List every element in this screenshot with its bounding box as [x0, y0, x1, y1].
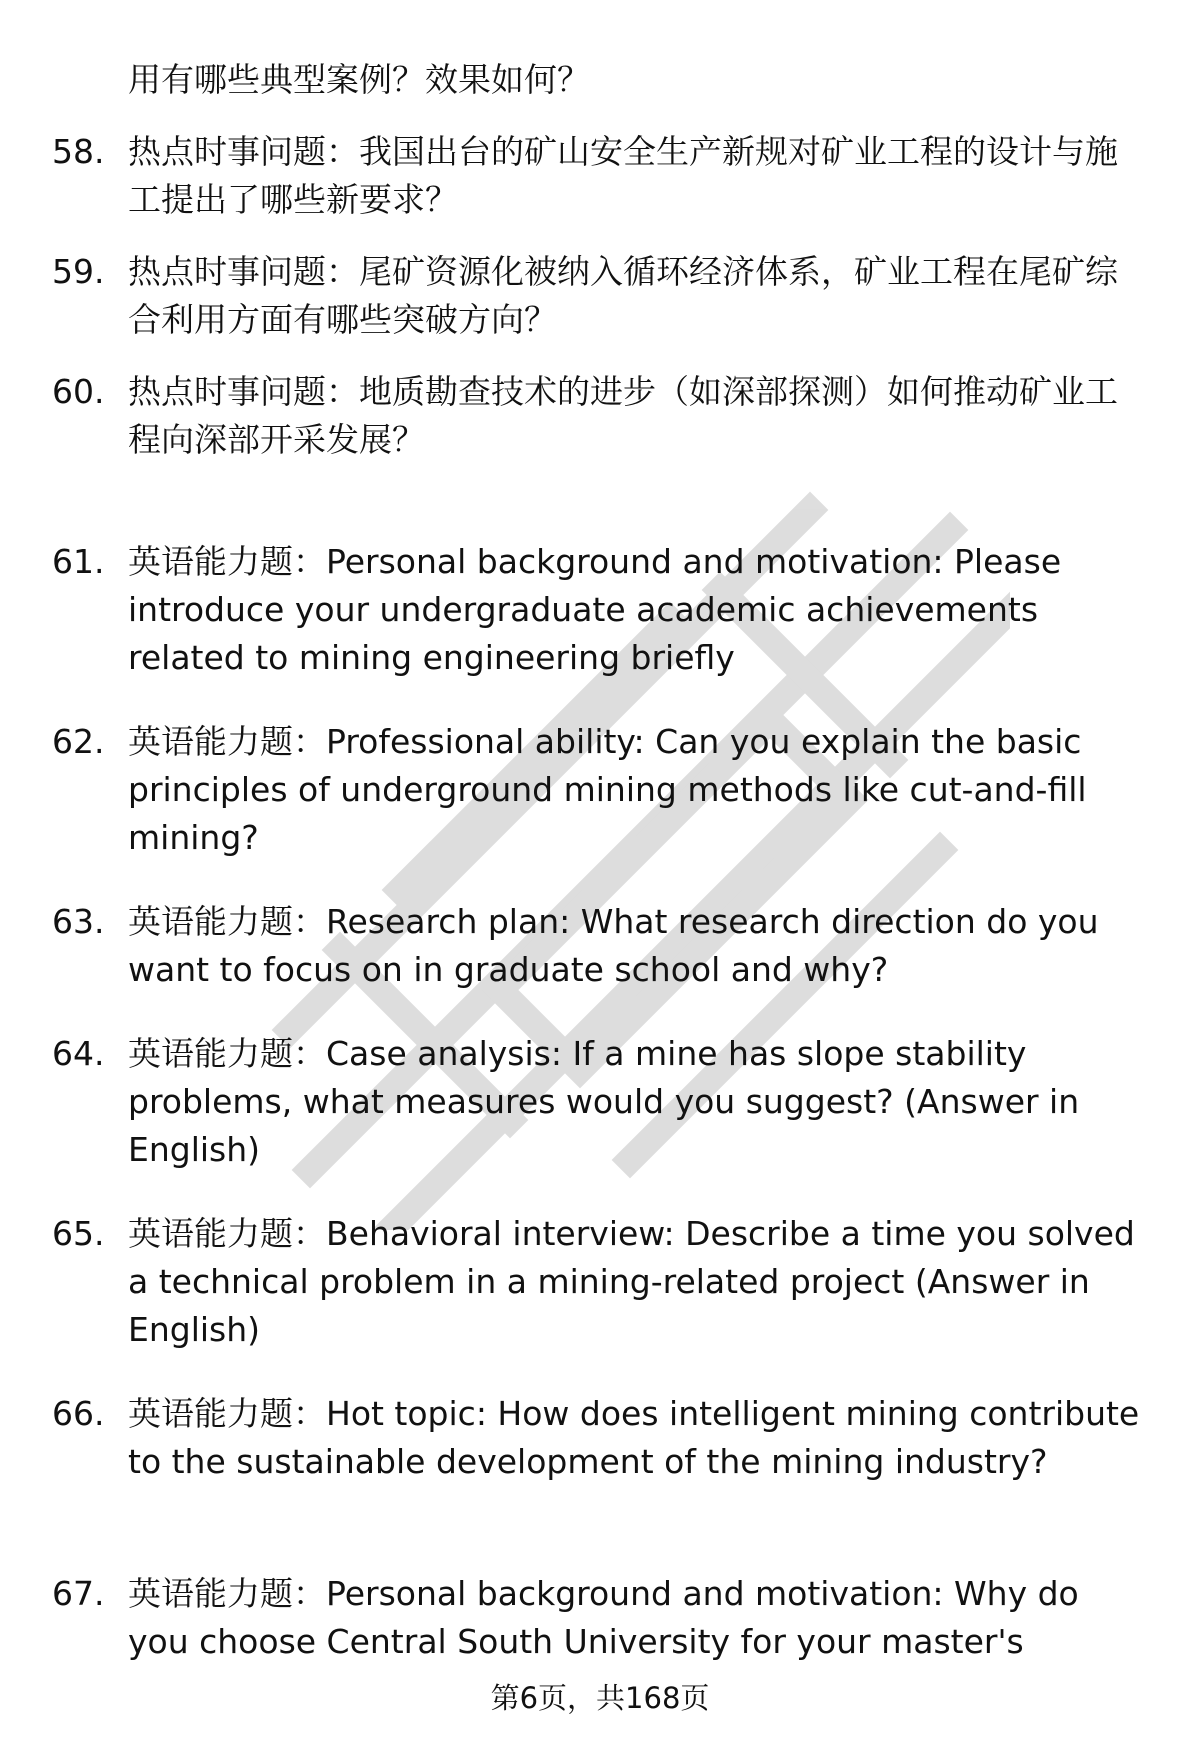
item-text: 热点时事问题：地质勘查技术的进步（如深部探测）如何推动矿业工程向深部开采发展？ [128, 372, 1118, 459]
item-text: 英语能力题：Personal background and motivation: Please introduce your undergraduate academic achievements related to mining engineering briefly [128, 542, 1062, 677]
item-text: 热点时事问题：我国出台的矿山安全生产新规对矿业工程的设计与施工提出了哪些新要求？ [128, 132, 1118, 219]
item-text: 英语能力题：Research plan: What research direction do you want to focus on in graduate school and why? [128, 902, 1099, 989]
item-number: 67. [52, 1574, 105, 1613]
item-number: 62. [52, 722, 105, 761]
item-text: 英语能力题：Hot topic: How does intelligent mining contribute to the sustainable development of the mining industry? [128, 1394, 1140, 1481]
item-number: 65. [52, 1214, 105, 1253]
item-text: 英语能力题：Personal background and motivation: Why do you choose Central South University for your master's [128, 1574, 1079, 1661]
item-text: 英语能力题：Case analysis: If a mine has slope stability problems, what measures would you suggest? (Answer in English) [128, 1034, 1080, 1169]
item-number: 58. [52, 132, 105, 171]
item-number: 63. [52, 902, 105, 941]
item-number: 64. [52, 1034, 105, 1073]
item-number: 60. [52, 372, 105, 411]
page-footer: 第6页，共168页 [490, 1681, 710, 1715]
item-text: 英语能力题：Professional ability: Can you explain the basic principles of underground mining methods like cut-and-fill mining? [128, 722, 1087, 857]
item-text: 英语能力题：Behavioral interview: Describe a time you solved a technical problem in a mining-related project (Answer in English) [128, 1214, 1135, 1349]
item-number: 66. [52, 1394, 105, 1433]
continuation-text: 用有哪些典型案例？效果如何？ [128, 60, 590, 99]
item-text: 热点时事问题：尾矿资源化被纳入循环经济体系，矿业工程在尾矿综合利用方面有哪些突破方向？ [128, 252, 1118, 339]
item-number: 59. [52, 252, 105, 291]
item-number: 61. [52, 542, 105, 581]
